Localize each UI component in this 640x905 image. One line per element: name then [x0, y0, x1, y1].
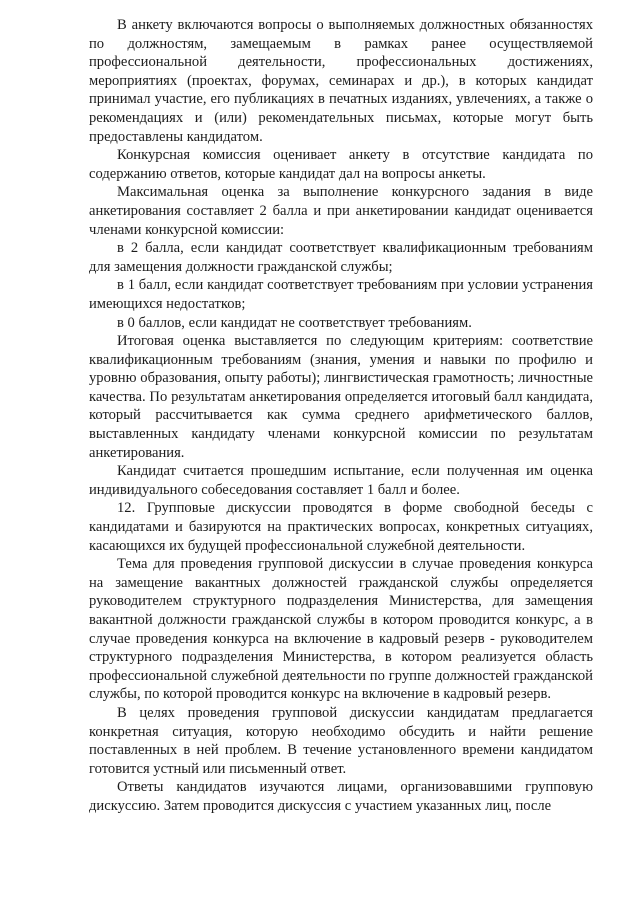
paragraph-score-1: в 1 балл, если кандидат соответствует требованиям при условии устранения имеющихся недостатков; [89, 277, 593, 312]
paragraph-answers-studied: Ответы кандидатов изучаются лицами, организовавшими групповую дискуссию. Затем проводится дискуссия с участием указанных лиц, после [89, 779, 593, 814]
paragraph-score-2: в 2 балла, если кандидат соответствует квалификационным требованиям для замещения должности гражданской службы; [89, 240, 593, 275]
paragraph-score-0: в 0 баллов, если кандидат не соответствует требованиям. [117, 314, 472, 331]
paragraph-group-discussions: 12. Групповые дискуссии проводятся в форме свободной беседы с кандидатами и базируются на практических вопросах, конкретных ситуациях, касающихся их будущей профессиональной служебной деятельности. [89, 500, 593, 554]
paragraph-questionnaire-content: В анкету включаются вопросы о выполняемых должностных обязанностях по должностям, замещаемым в рамках ранее осуществляемой профессиональной деятельности, профессиональных достижениях, мероприятиях (проектах, форумах, семинарах и др.), в которых кандидат принимал участие, его публикациях в печатных изданиях, увлечениях, а также о рекомендациях и (или) рекомендательных письмах, которые могут быть предоставлены кандидатом. [89, 17, 593, 145]
paragraph-discussion-topic: Тема для проведения групповой дискуссии в случае проведения конкурса на замещение вакантных должностей гражданской службы определяется руководителем структурного подразделения Министерства, для замещения вакантной должности гражданской службы в котором проводится конкурс, а в случае проведения конкурса на включение в кадровый резерв - руководителем структурного подразделения Министерства, в котором реализуется область профессиональной служебной деятельности по группе должностей гражданской службы, по которой проводится конкурс на включение в кадровый резерв. [89, 556, 593, 703]
document-page [89, 16, 593, 816]
paragraph-passed-condition: Кандидат считается прошедшим испытание, если полученная им оценка индивидуального собеседования составляет 1 балл и более. [89, 463, 593, 498]
paragraph-discussion-situation: В целях проведения групповой дискуссии кандидатам предлагается конкретная ситуация, которую необходимо обсудить и найти решение поставленных в ней проблем. В течение установленного времени кандидатом готовится устный или письменный ответ. [89, 704, 593, 777]
paragraph-maximum-score: Максимальная оценка за выполнение конкурсного задания в виде анкетирования составляет 2 балла и при анкетировании кандидат оценивается членами конкурсной комиссии: [89, 184, 593, 238]
paragraph-final-score-criteria: Итоговая оценка выставляется по следующим критериям: соответствие квалификационным требованиям (знания, умения и навыки по профилю и уровню образования, опыту работы); лингвистическая грамотность; личностные качества. По результатам анкетирования определяется итоговый балл кандидата, который рассчитывается как сумма среднего арифметического баллов, выставленных кандидату членами конкурсной комиссии по результатам анкетирования. [89, 333, 593, 461]
paragraph-commission-evaluation: Конкурсная комиссия оценивает анкету в отсутствие кандидата по содержанию ответов, которые кандидат дал на вопросы анкеты. [89, 147, 593, 182]
